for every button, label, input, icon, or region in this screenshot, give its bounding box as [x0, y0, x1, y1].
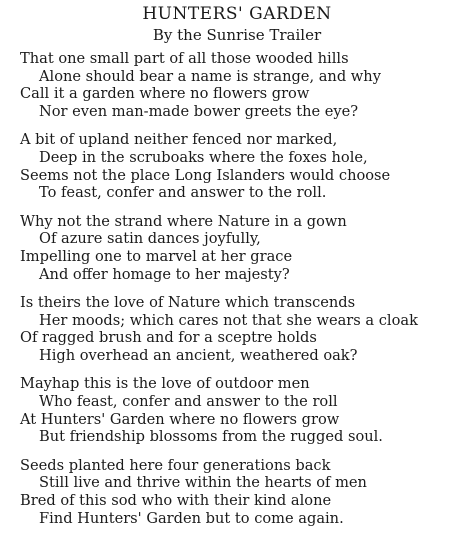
poem-line: Of azure satin dances joyfully, — [39, 230, 261, 248]
poem-line: Call it a garden where no flowers grow — [20, 85, 310, 103]
poem-line: That one small part of all those wooded hills — [20, 50, 349, 67]
poem-line: Is theirs the love of Nature which transcends — [20, 293, 356, 311]
poem-line: Mayhap this is the love of outdoor men — [20, 375, 310, 393]
poem-line: Of ragged brush and for a sceptre holds — [20, 329, 317, 347]
poem-line: Seeds planted here four generations back — [20, 456, 331, 474]
poem-line: Who feast, confer and answer to the roll — [39, 392, 338, 410]
poem-line: Nor even man-made bower greets the eye? — [39, 103, 359, 121]
poem-byline: By the Sunrise Trailer — [152, 26, 322, 44]
poem-title: HUNTERS' GARDEN — [142, 4, 332, 24]
stanza-3 — [20, 213, 470, 284]
poem-line: Her moods; which cares not that she wears a cloak — [39, 311, 418, 329]
poem-line: Deep in the scruboaks where the foxes hole, — [39, 149, 368, 167]
stanza-4 — [20, 294, 470, 365]
poem-line: High overhead an ancient, weathered oak? — [39, 347, 358, 365]
poem-body — [20, 50, 470, 538]
poem-line: But friendship blossoms from the rugged soul. — [39, 428, 383, 446]
poem-line: To feast, confer and answer to the roll. — [39, 184, 327, 202]
poem-line: At Hunters' Garden where no flowers grow — [20, 410, 340, 428]
poem-line: Impelling one to marvel at her grace — [20, 248, 293, 266]
poem-line: Still live and thrive within the hearts of men — [39, 474, 367, 492]
stanza-5 — [20, 375, 470, 446]
poem-line: A bit of upland neither fenced nor marked, — [20, 131, 338, 149]
stanza-1 — [20, 50, 470, 121]
poem-line: Bred of this sod who with their kind alone — [20, 491, 332, 509]
stanza-2 — [20, 131, 470, 202]
poem-line: Seems not the place Long Islanders would choose — [20, 166, 391, 184]
poem-line: Alone should bear a name is strange, and why — [39, 67, 381, 85]
poem-line: Why not the strand where Nature in a gown — [20, 212, 347, 230]
poem-line: And offer homage to her majesty? — [39, 265, 290, 283]
poem-line: Find Hunters' Garden but to come again. — [39, 509, 344, 527]
